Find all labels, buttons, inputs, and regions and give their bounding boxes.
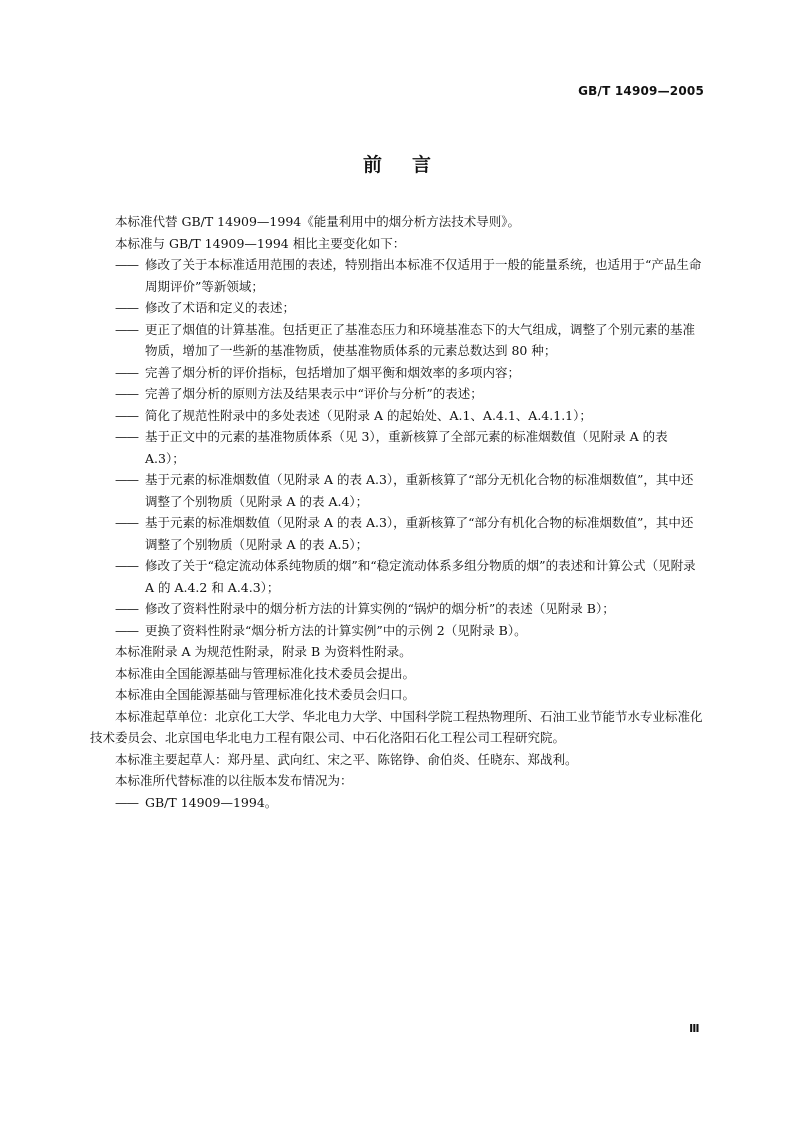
paragraph-text: 本标准由全国能源基础与管理标准化技术委员会归口。: [115, 687, 416, 702]
dash-list-item: [90, 469, 704, 512]
dash-list-item: [90, 383, 704, 405]
paragraph-text: 修改了关于本标准适用范围的表述，特别指出本标准不仅适用于一般的能量系统，也适用于“产品生命周期评价”等新领域；: [145, 257, 702, 294]
page-title: 前言: [362, 154, 461, 176]
standard-code: GB/T 14909—2005: [578, 84, 704, 98]
dash-list-item: [90, 555, 704, 598]
paragraph-text: 本标准所代替标准的以往版本发布情况为：: [115, 773, 353, 788]
list-dash: ——: [115, 257, 138, 272]
foreword-body: [90, 211, 704, 813]
list-dash: ——: [115, 321, 138, 337]
body-paragraph: [90, 211, 704, 233]
paragraph-text: 本标准代替 GB/T 14909—1994《能量利用中的烟分析方法技术导则》。: [115, 214, 520, 229]
body-paragraph: [90, 641, 704, 663]
paragraph-text: GB/T 14909—1994。: [145, 794, 278, 810]
dash-list-item: [90, 426, 704, 469]
paragraph-text: 简化了规范性附录中的多处表述（见附录 A 的起始处、A.1、A.4.1、A.4.1.1）；: [145, 407, 592, 423]
paragraph-text: 更换了资料性附录“烟分析方法的计算实例”中的示例 2（见附录 B）。: [145, 622, 527, 638]
list-dash: ——: [115, 300, 138, 315]
dash-list-item: [90, 598, 704, 620]
list-dash: ——: [115, 794, 138, 810]
list-dash: ——: [115, 386, 138, 401]
body-paragraph: [90, 663, 704, 685]
list-dash: ——: [115, 601, 138, 616]
dash-list-item: [90, 512, 704, 555]
paragraph-text: 本标准由全国能源基础与管理标准化技术委员会提出。: [115, 665, 416, 681]
paragraph-text: 本标准附录 A 为规范性附录，附录 B 为资料性附录。: [115, 644, 412, 659]
paragraph-text: 基于元素的标准烟数值（见附录 A 的表 A.3），重新核算了“部分无机化合物的标准烟数值”，其中还调整了个别物质（见附录 A 的表 A.4）；: [145, 472, 694, 509]
body-paragraph: [90, 749, 704, 771]
paragraph-text: 完善了烟分析的原则方法及结果表示中“评价与分析”的表述；: [145, 386, 483, 401]
paragraph-text: 本标准与 GB/T 14909—1994 相比主要变化如下：: [115, 235, 406, 251]
list-dash: ——: [115, 515, 138, 530]
dash-list-item: [90, 254, 704, 297]
paragraph-text: 修改了关于“稳定流动体系纯物质的烟”和“稳定流动体系多组分物质的烟”的表述和计算公式（见附录 A 的 A.4.2 和 A.4.3）；: [145, 558, 696, 595]
dash-list-item: [90, 297, 704, 319]
list-dash: ——: [115, 622, 138, 638]
list-dash: ——: [115, 472, 138, 487]
paragraph-text: 基于元素的标准烟数值（见附录 A 的表 A.3），重新核算了“部分有机化合物的标准烟数值”，其中还调整了个别物质（见附录 A 的表 A.5）；: [145, 515, 694, 552]
list-dash: ——: [115, 364, 138, 380]
paragraph-text: 完善了烟分析的评价指标，包括增加了烟平衡和烟效率的多项内容；: [145, 364, 521, 380]
dash-list-item: [90, 792, 704, 814]
dash-list-item: [90, 319, 704, 362]
paragraph-text: 本标准起草单位：北京化工大学、华北电力大学、中国科学院工程热物理所、石油工业节能节水专业标准化技术委员会、北京国电华北电力工程有限公司、中石化洛阳石化工程公司工程研究院。: [90, 708, 703, 745]
body-paragraph: [90, 233, 704, 255]
list-dash: ——: [115, 407, 138, 423]
paragraph-text: 基于正文中的元素的基准物质体系（见 3），重新核算了全部元素的标准烟数值（见附录 A 的表 A.3）；: [145, 429, 668, 466]
body-paragraph: [90, 770, 704, 792]
page-number: Ⅲ: [689, 1022, 700, 1035]
body-paragraph: [90, 684, 704, 706]
dash-list-item: [90, 405, 704, 427]
paragraph-text: 本标准主要起草人：郑丹星、武向红、宋之平、陈铭铮、俞伯炎、任晓东、郑战利。: [115, 751, 578, 767]
list-dash: ——: [115, 558, 138, 573]
dash-list-item: [90, 620, 704, 642]
paragraph-text: 修改了术语和定义的表述；: [145, 300, 296, 315]
paragraph-text: 更正了烟值的计算基准。包括更正了基准态压力和环境基准态下的大气组成，调整了个别元素的基准物质，增加了一些新的基准物质，使基准物质体系的元素总数达到 80 种；: [145, 321, 696, 358]
paragraph-text: 修改了资料性附录中的烟分析方法的计算实例的“锅炉的烟分析”的表述（见附录 B）；: [145, 601, 615, 616]
list-dash: ——: [115, 429, 138, 444]
body-paragraph: [90, 706, 704, 749]
dash-list-item: [90, 362, 704, 384]
